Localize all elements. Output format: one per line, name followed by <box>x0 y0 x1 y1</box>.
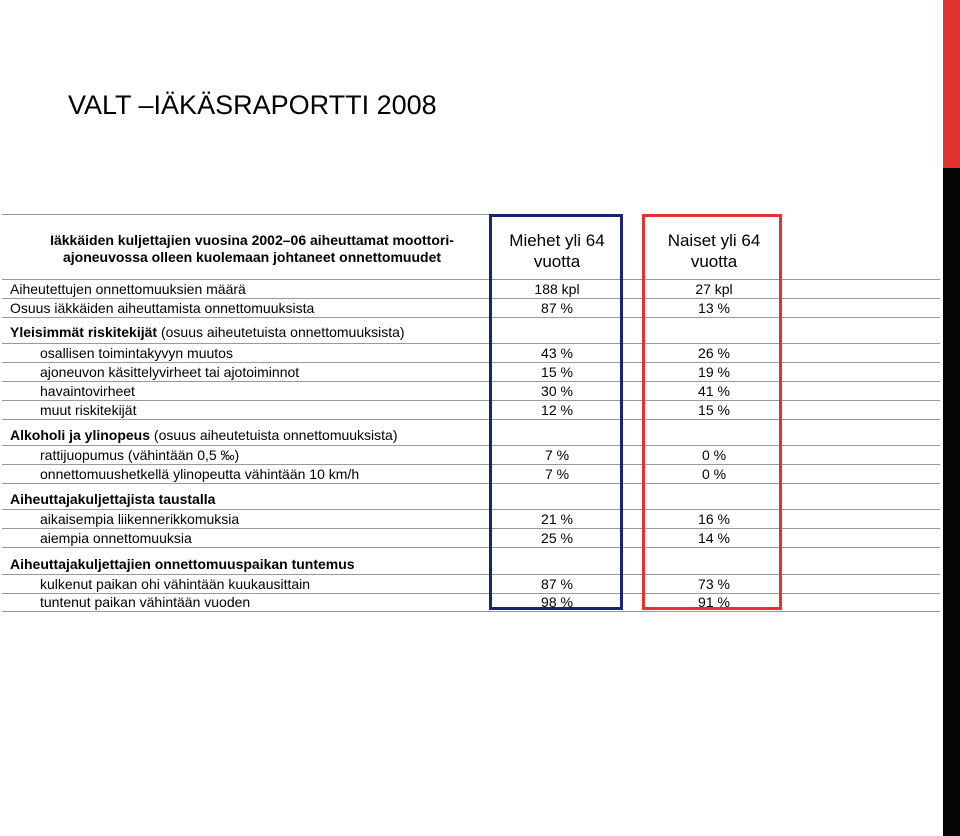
row-value-men: 98 % <box>541 594 573 610</box>
section-heading-bold: Yleisimmät riskitekijät <box>10 324 158 340</box>
header-line-2: ajoneuvossa olleen kuolemaan johtaneet onnettomuudet <box>62 249 442 265</box>
row-label: rattijuopumus (vähintään 0,5 ‰) <box>40 447 240 463</box>
women-column-highlight-box <box>642 214 782 610</box>
row-value-men: 87 % <box>541 576 573 592</box>
row-value-women: 26 % <box>698 345 730 361</box>
table-rule <box>2 419 940 420</box>
row-label: Aiheutettujen onnettomuuksien määrä <box>10 281 246 297</box>
row-value-women: 13 % <box>698 300 730 316</box>
section-heading-note: (osuus aiheutetuista onnettomuuksista) <box>150 427 398 443</box>
row-label: tuntenut paikan vähintään vuoden <box>40 594 251 610</box>
row-value-women: 27 kpl <box>695 281 733 297</box>
row-value-women: 0 % <box>701 447 727 463</box>
row-value-women: 19 % <box>698 364 730 380</box>
row-label: onnettomuushetkellä ylinopeutta vähintään 10 km/h <box>40 466 360 482</box>
table-rule <box>2 547 940 548</box>
row-value-men: 15 % <box>541 364 573 380</box>
section-heading-risk-factors <box>10 323 405 341</box>
row-value-men: 87 % <box>541 300 573 316</box>
row-value-women: 91 % <box>698 594 730 610</box>
row-value-men: 43 % <box>541 345 573 361</box>
row-value-women: 73 % <box>698 576 730 592</box>
table-rule <box>2 317 940 318</box>
row-value-women: 15 % <box>698 402 730 418</box>
section-heading-bold: Aiheuttajakuljettajien onnettomuuspaikan tuntemus <box>10 556 355 572</box>
row-value-women: 41 % <box>698 383 730 399</box>
row-label: osallisen toimintakyvyn muutos <box>40 345 233 361</box>
row-value-men: 7 % <box>544 466 570 482</box>
column-header-women-line-1: Naiset yli 64 <box>667 231 761 250</box>
table-rule <box>2 381 940 382</box>
column-header-men-line-1: Miehet yli 64 <box>509 231 605 250</box>
row-value-women: 16 % <box>698 511 730 527</box>
row-value-men: 30 % <box>541 383 573 399</box>
section-heading-driver-background <box>10 490 215 508</box>
section-heading-bold: Alkoholi ja ylinopeus <box>10 427 151 443</box>
row-value-women: 0 % <box>701 466 727 482</box>
row-value-men: 7 % <box>544 447 570 463</box>
row-value-men: 12 % <box>541 402 573 418</box>
table-header-description <box>22 232 482 266</box>
section-heading-place-familiarity <box>10 555 355 573</box>
row-value-men: 188 kpl <box>534 281 580 297</box>
section-heading-alcohol-speeding <box>10 426 398 444</box>
row-value-men: 25 % <box>541 530 573 546</box>
side-bar-black-segment <box>943 168 960 836</box>
column-header-women-line-2: vuotta <box>690 252 738 271</box>
table-rule <box>2 611 940 612</box>
row-label: Osuus iäkkäiden aiheuttamista onnettomuuksista <box>10 300 315 316</box>
table-rule <box>2 400 940 401</box>
row-label: aikaisempia liikennerikkomuksia <box>40 511 240 527</box>
section-heading-note: (osuus aiheutetuista onnettomuuksista) <box>157 324 405 340</box>
row-label: ajoneuvon käsittelyvirheet tai ajotoiminnot <box>40 364 300 380</box>
side-bar-red-segment <box>943 0 960 168</box>
row-value-women: 14 % <box>698 530 730 546</box>
page-title: VALT –IÄKÄSRAPORTTI 2008 <box>68 90 437 120</box>
row-label: aiempia onnettomuuksia <box>40 530 192 546</box>
row-label: muut riskitekijät <box>40 402 137 418</box>
column-header-men-line-2: vuotta <box>533 252 581 271</box>
row-label: kulkenut paikan ohi vähintään kuukausittain <box>40 576 311 592</box>
men-column-highlight-box <box>489 214 623 610</box>
table-rule <box>2 214 490 215</box>
slide-side-bar <box>943 0 960 836</box>
row-label: havaintovirheet <box>40 383 135 399</box>
table-rule <box>2 483 940 484</box>
row-value-men: 21 % <box>541 511 573 527</box>
section-heading-bold: Aiheuttajakuljettajista taustalla <box>10 491 216 507</box>
header-line-1: Iäkkäiden kuljettajien vuosina 2002–06 aiheuttamat moottori- <box>50 232 454 248</box>
